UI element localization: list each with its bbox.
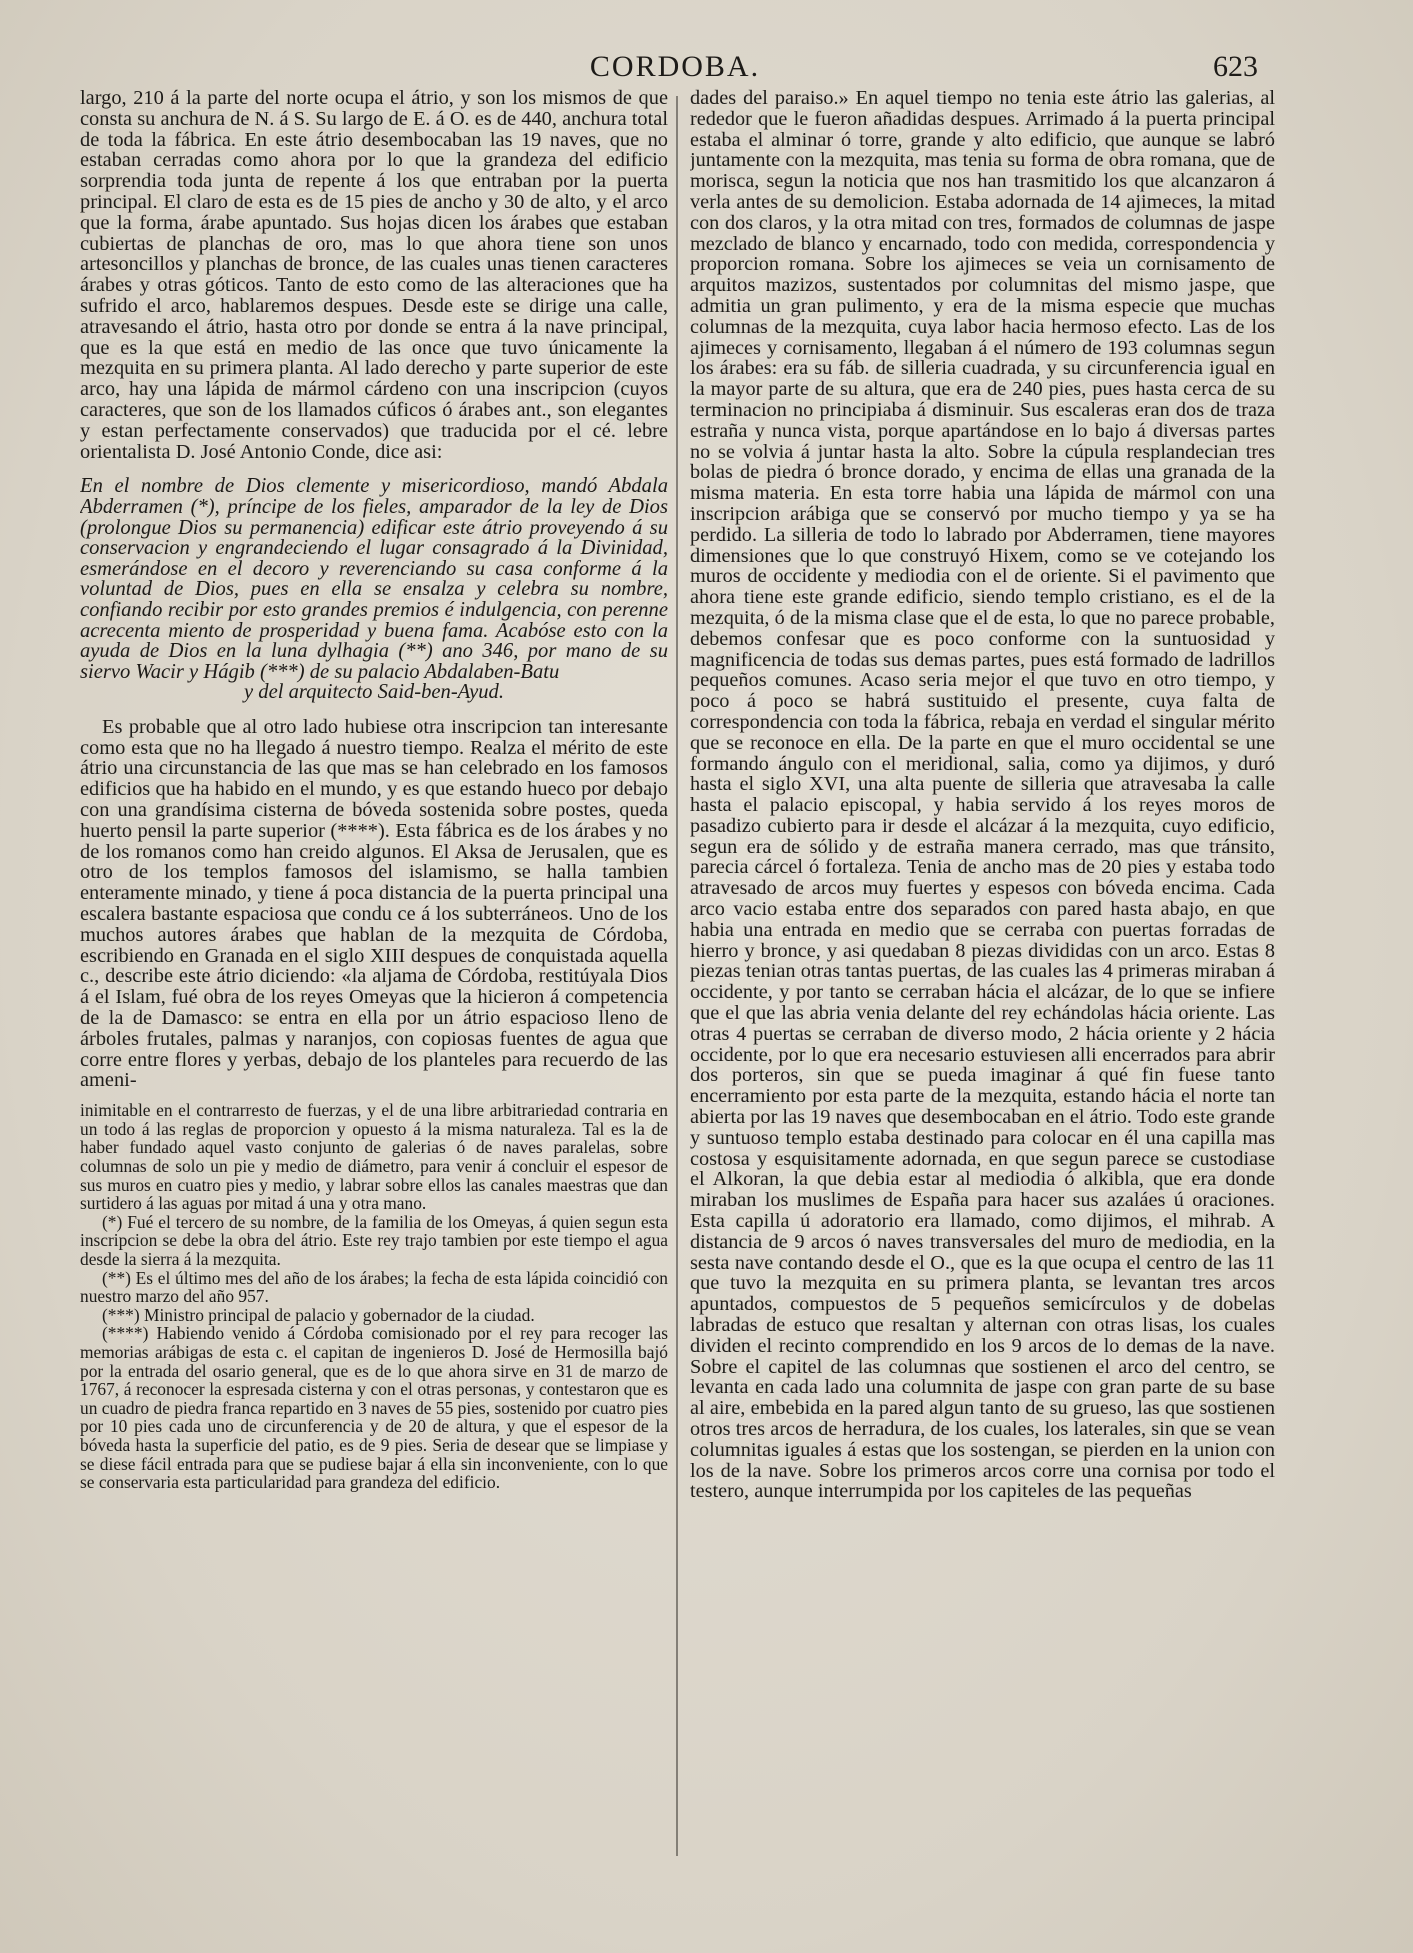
left-paragraph-2: Es probable que al otro lado hubiese otra inscripcion tan interesante como esta que no ha llegado á nuestro tiempo. Realza el mérito de este átrio una circunstancia de las que mas se han celebrado en los famosos edificios que ha habido en el mundo, y es que estando hueco por debajo con una grandísima cisterna de bóveda sostenida sobre postes, queda huerto pensil la parte superior (****). Esta fábrica es de los árabes y no de los romanos como han creido algunos. El Aksa de Jerusalen, que es otro de los templos famosos del islamismo, se halla tambien enteramente minado, y tiene á poca distancia de la puerta principal una escalera bastante espaciosa que condu ce á los subterráneos. Uno de los muchos autores árabes que hablan de la mezquita de Córdoba, escribiendo en Granada en el siglo XIII despues de conquistada aquella c., describe este átrio diciendo: «la aljama de Córdoba, restitúyala Dios á el Islam, fué obra de los reyes Omeyas que la hicieron á competencia de la de Damasco: se entra en ella por un átrio espacioso lleno de árboles frutales, palmas y naranjos, con copiosas fuentes de agua que corre entre flores y yerbas, debajo de los planteles para recuerdo de las ameni- <box>80 715 668 1092</box>
running-title: CORDOBA. <box>589 50 761 83</box>
left-column <box>80 88 668 1868</box>
page-header <box>80 50 1270 90</box>
column-divider <box>676 96 678 1856</box>
footnote-4: (****) Habiendo venido á Córdoba comisionado por el rey para recoger las memorias arábigas de esta c. el capitan de ingenieros D. José de Hermosilla bajó por la entrada del osario general, que es de lo que ahora sirve en 31 de marzo de 1767, á reconocer la espresada cisterna y con el otras personas, y contestaron que es un cuadro de piedra franca repartido en 3 naves de 55 pies, sostenido por cuatro pies por 10 pies cada uno de circunferencia y de 20 de altura, y que el espesor de la bóveda hasta la superficie del patio, es de 9 pies. Seria de desear que se limpiase y se diese fácil entrada para que se pudiese bajar á ella sin inconveniente, con lo que se conservaria esta particularidad para grandeza del edificio. <box>80 1323 668 1493</box>
right-column <box>690 88 1275 1868</box>
inscription-closing: y del arquitecto Said-ben-Ayud. <box>243 681 504 704</box>
inscription-text: En el nombre de Dios clemente y misericordioso, mandó Abdala Abderramen (*), príncipe de los fieles, amparador de la ley de Dios (prolongue Dios su permanencia) edificar este átrio proveyendo á su conservacion y engrandeciendo el lugar consagrado á la Divinidad, esmerándose en el decoro y reverenciando su casa conforme á la voluntad de Dios, pues en ella se ensalza y celebra su nombre, confiando recibir por esto grandes premios é indulgencia, con perenne acrecenta miento de prosperidad y buena fama. Acabóse esto con la ayuda de Dios en la luna dylhagia (**) ano 346, por mano de su siervo Wacir y Hágib (***) de su palacio Abdalaben-Batu <box>80 475 668 683</box>
page-number: 623 <box>1213 50 1258 83</box>
footnote-3: (***) Ministro principal de palacio y gobernador de la ciudad. <box>102 1304 535 1325</box>
footnote-1: (*) Fué el tercero de su nombre, de la familia de los Omeyas, á quien segun esta inscripcion se debe la obra del átrio. Este rey trajo tambien por este tiempo el agua desde la sierra á la mezquita. <box>80 1211 668 1269</box>
footnote-2: (**) Es el último mes del año de los árabes; la fecha de esta lápida coincidió con nuestro marzo del año 957. <box>80 1267 668 1307</box>
footnotes <box>80 1101 668 1491</box>
left-paragraph-1: largo, 210 á la parte del norte ocupa el átrio, y son los mismos de que consta su anchura de N. á S. Su largo de E. á O. es de 440, anchura total de toda la fábrica. En este átrio desembocaban las 19 naves, que no estaban cerradas como ahora por lo que la grandeza del edificio sorprendia toda junta de repente á los que entraban por la puerta principal. El claro de esta es de 15 pies de ancho y 30 de alto, y el arco que la forma, árabe apuntado. Sus hojas dicen los árabes que estaban cubiertas de planchas de oro, mas lo que ahora tiene son unos artesoncillos y planchas de bronce, de las cuales unas tienen caracteres árabes y otras góticos. Tanto de esto como de las alteraciones que ha sufrido el arco, hablaremos despues. Desde este se dirige una calle, atravesando el átrio, hasta otro por donde se entra á la nave principal, que es la que está en medio de las once que tuvo únicamente la mezquita en su primera planta. Al lado derecho y parte superior de este arco, hay una lápida de mármol cárdeno con una inscripcion (cuyos caracteres, que son de los llamados cúficos ó árabes ant., son elegantes y estan perfectamente conservados) que traducida por el cé. lebre orientalista D. José Antonio Conde, dice asi: <box>80 88 668 463</box>
inscription-quote <box>80 476 668 703</box>
right-paragraph-1: dades del paraiso.» En aquel tiempo no tenia este átrio las galerias, al rededor que le fueron añadidas despues. Arrimado á la puerta principal estaba el alminar ó torre, grande y alto edificio, que aunque se labró juntamente con la mezquita, mas tenia su forma de obra romana, que de morisca, segun la noticia que nos han trasmitido los que alcanzaron á verla antes de su demolicion. Estaba adornada de 14 ajimeces, la mitad con dos claros, y la otra mitad con tres, formados de columnas de jaspe mezclado de blanco y encarnado, todo con medida, correspondencia y proporcion romana. Sobre los ajimeces se veia un cornisamento de arquitos mazizos, sustentados por columnitas del mismo jaspe, que admitia un gran pulimento, y era de la misma especie que muchas columnas de la mezquita, cuya labor hacia hermoso efecto. Las de los ajimeces y cornisamento, llegaban á el número de 193 columnas segun los árabes: era su fáb. de silleria cuadrada, y su circunferencia igual en la mayor parte de su altura, que era de 240 pies, pues hasta cerca de su terminacion no principiaba á disminuir. Sus escaleras eran dos de traza estraña y nunca vista, porque apartándose en lo bajo á diversas partes no se volvia á juntar hasta la alto. Sobre la cúpula resplandecian tres bolas de piedra ó bronce dorado, y encima de ellas una granada de la misma materia. En esta torre habia una lápida de mármol con una inscripcion arábiga que se conservó por mucho tiempo y ya se ha perdido. La silleria de todo lo labrado por Abderramen, tiene mayores dimensiones que lo que construyó Hixem, como se ve cotejando los muros de occidente y mediodia con el de oriente. Si el pavimento que ahora tiene este grande edificio, siendo templo cristiano, es el de la mezquita, ó de la misma clase que el de esta, lo que no parece probable, debemos confesar que es poco conforme con la suntuosidad y magnificencia de todas sus demas partes, pues está formado de ladrillos pequeños comunes. Acaso seria mejor el que tuvo en otro tiempo, y poco á poco se habrá sustituido el presente, cuya falta de correspondencia con toda la fábrica, rebaja en verdad el singular mérito que se reconoce en ella. De la parte en que el muro occidental se une formando ángulo con el meridional, salia, como ya dijimos, y duró hasta el siglo XVI, una alta puente de silleria que atravesaba la calle hasta el palacio episcopal, y habia servido á los reyes moros de pasadizo cubierto para ir desde el alcázar á la mezquita, cuyo edificio, segun era de sólido y de estraña manera cerrado, mas que tránsito, parecia cárcel ó fortaleza. Tenia de ancho mas de 20 pies y estaba todo atravesado de arcos muy fuertes y espesos con bóveda encima. Cada arco vacio estaba entre dos separados con pared hasta abajo, en que habia una entrada en medio que se cerraba con puertas forradas de hierro y bronce, y asi quedaban 8 piezas divididas con un arco. Estas 8 piezas tenian otras tantas puertas, de las cuales las 4 primeras miraban á occidente, y por tanto se cerraban hácia el alcázar, de lo que se infiere que el que las abria venia delante del rey echándolas hácia oriente. Las otras 4 puertas se cerraban de diverso modo, 2 hácia oriente y 2 hácia occidente, por lo que era necesario estuviesen alli encerrados para abrir dos porteros, sin que se pueda imaginar á qué fin fuese tanto encerramiento por esta parte de la mezquita, estando hácia el norte tan abierta por las 19 naves que desembocaban en el átrio. Todo este grande y suntuoso templo estaba destinado para colocar en él una capilla mas costosa y esquisitamente adornada, en que segun parece se custodiase el Alkoran, la que debia estar al mediodia ó alkibla, que era donde miraban los muslimes de España para hacer sus azaláes ú oraciones. Esta capilla ú adoratorio era llamado, como dijimos, el mihrab. A distancia de 9 arcos ó naves transversales del muro de mediodia, en la sesta nave contando desde el O., que es la que ocupa el centro de las 11 que tuvo la mezquita en su primera planta, se levantan tres arcos apuntados, compuestos de 5 pequeños semicírculos y de dobelas labradas de estuco que resaltan y alternan con otras lisas, los cuales dividen el recinto comprendido en los 9 arcos de lo demas de la nave. Sobre el capitel de las columnas que sostienen el arco del centro, se levanta en cada lado una columnita de jaspe con gran parte de su base al aire, embebida en la pared algun tanto de su grueso, las que sostienen otros tres arcos de herradura, de los cuales, los laterales, sin que se vean columnitas iguales á estas que los sostengan, se pierden en la union con los de la nave. Sobre los primeros arcos corre una cornisa por todo el testero, aunque interrumpida por los capiteles de las pequeñas <box>690 88 1275 1503</box>
footnote-continuation: inimitable en el contrarresto de fuerzas, y el de una libre arbitrariedad contraria en un todo á las reglas de proporcion y opuesto á la misma naturaleza. Tal es la de haber fundado aquel vasto conjunto de galerias ó de naves paralelas, sobre columnas de solo un pie y medio de diámetro, para venir á concluir el espesor de sus muros en cuatro pies y medio, y labrar sobre ellos las canales maestras que dan surtidero á las aguas por mitad á una y otra mano. <box>80 1100 668 1214</box>
